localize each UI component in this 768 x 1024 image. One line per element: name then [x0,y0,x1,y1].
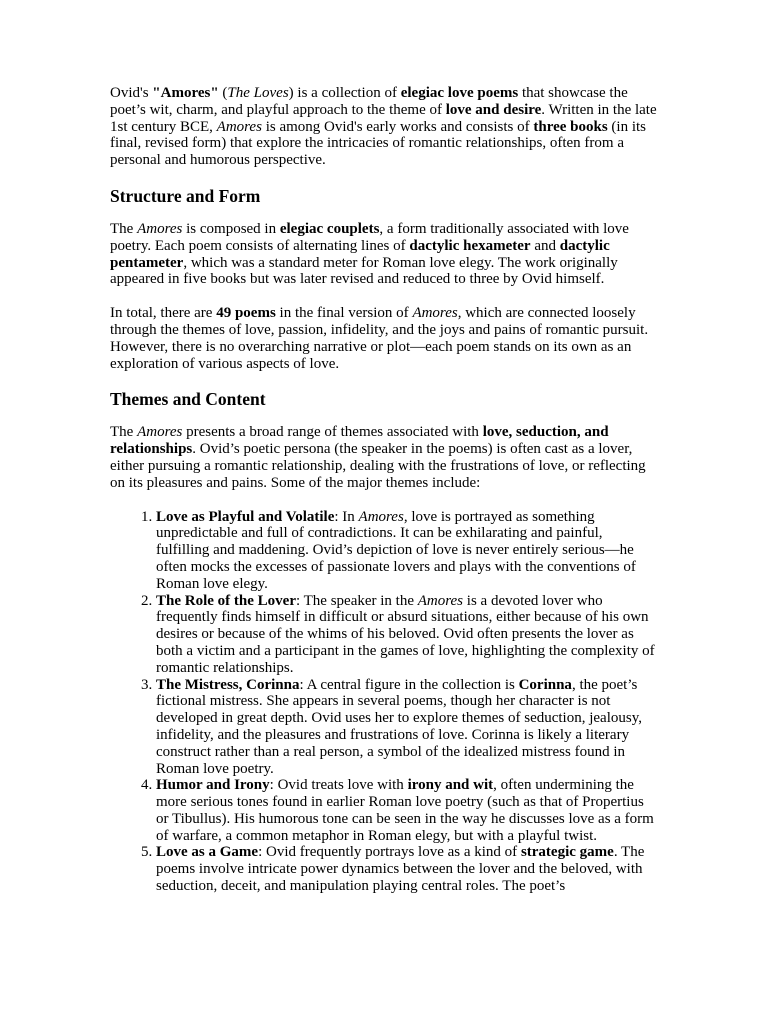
bold-text: Love as Playful and Volatile [156,508,335,525]
bold-text: elegiac love poems [400,85,519,101]
text-run: The [110,220,138,237]
themes-list-item [156,777,658,844]
bold-text: love, seduction, and relationships [110,424,609,458]
italic-text: Amores [137,220,183,237]
bold-text: Love as a Game [156,844,259,861]
text-run: : Ovid treats love with [269,777,408,794]
bold-text: The Mistress, Corinna [156,676,300,693]
bold-text: irony and wit [407,777,494,794]
themes-list-item [156,509,658,593]
text-run: , love is portrayed as something unpredictable and full of contradictions. It can be exhilarating and painful, fulfilling and maddening. Ovid’s depiction of love is never entirely serious—he often mocks the excesses of passionate lovers and plays with the conventions of Roman love elegy. [156,508,636,592]
text-run: is among Ovid's early works and consists of [261,118,534,135]
intro-paragraph [110,85,658,169]
structure-heading: Structure and Form [110,185,261,206]
themes-heading: Themes and Content [110,389,266,410]
text-run: The [110,424,138,441]
italic-text: Amores [137,424,183,441]
italic-text: Amores [417,592,464,609]
bold-text: 49 poems [216,305,276,322]
bold-text: Humor and Irony [156,777,270,794]
text-run: , often undermining the more serious tones found in earlier Roman love poetry (such as that of Propertius or Tibullus). His humorous tone can be seen in the way he discusses love as a form of warfare, a common metaphor in Roman elegy, but with a playful twist. [156,777,654,844]
bold-text: Corinna [518,676,572,693]
text-run: . Written in the late 1st century BCE, [110,101,657,135]
text-run: in the final version of [275,305,413,322]
bold-text: love and desire [445,101,542,118]
bold-text: dactylic pentameter [110,237,610,271]
text-run: , the poet’s fictional mistress. She appears in several poems, though her character is not developed in great depth. Ovid uses her to explore themes of seduction, jealousy, infidelity, and the pleasures and frustrations of love. Corinna is likely a literary construct rather than a real person, a symbol of the idealized mistress found in Roman love poetry. [156,676,642,777]
italic-text: Amores [216,118,262,135]
bold-text: dactylic hexameter [409,237,531,254]
text-run: . The poems involve intricate power dynamics between the lover and the beloved, with seduction, deceit, and manipulation playing central roles. The poet’s [156,844,645,895]
text-run: . Ovid’s poetic persona (the speaker in the poems) is often cast as a lover, either pursuing a romantic relationship, dealing with the frustrations of love, or reflecting on its pleasures and pains. Some of the major themes include: [110,441,646,491]
themes-list-item [156,844,658,894]
text-run: is a devoted lover who frequently finds himself in difficult or absurd situations, either because of his own desires or because of the whims of his beloved. Ovid often presents the lover as both a victim and a participant in the games of love, highlighting the complexity of romantic relationships. [156,592,655,676]
text-run: In total, there are [110,305,217,322]
bold-text: "Amores" [152,85,219,101]
bold-text: three books [533,118,608,135]
text-run: and [530,237,560,254]
text-run: is composed in [182,220,280,237]
themes-list-item [156,593,658,677]
document-body [110,85,658,895]
text-run: presents a broad range of themes associated with [182,424,483,441]
text-run: ( [218,85,228,101]
bold-text: strategic game [520,844,614,861]
italic-text: Amores [358,508,404,525]
italic-text: The Loves [227,85,289,101]
text-run: : In [334,508,359,525]
text-run: : Ovid frequently portrays love as a kind of [258,844,521,861]
text-run: Ovid's [110,85,153,101]
text-run: : A central figure in the collection is [299,676,519,693]
themes-list-item [156,677,658,778]
bold-text: The Role of the Lover [156,592,296,609]
text-run: , which was a standard meter for Roman love elegy. The work originally appeared in five books but was later revised and reduced to three by Ovid himself. [110,254,618,288]
structure-paragraph-1 [110,221,658,288]
text-run: that showcase the poet’s wit, charm, and playful approach to the theme of [110,85,628,118]
italic-text: Amores [412,305,458,322]
text-run: , a form traditionally associated with love poetry. Each poem consists of alternating lines of [110,220,629,254]
text-run: : The speaker in the [295,592,418,609]
text-run: (in its final, revised form) that explore the intricacies of romantic relationships, often from a personal and humorous perspective. [110,118,647,169]
bold-text: elegiac couplets [279,220,380,237]
structure-paragraph-2 [110,305,658,372]
text-run: ) is a collection of [288,85,401,101]
themes-list [110,509,658,895]
themes-intro-paragraph [110,424,658,491]
text-run: , which are connected loosely through the themes of love, passion, infidelity, and the joys and pains of romantic pursuit. However, there is no overarching narrative or plot—each poem stands on its own as an exploration of various aspects of love. [110,305,649,372]
